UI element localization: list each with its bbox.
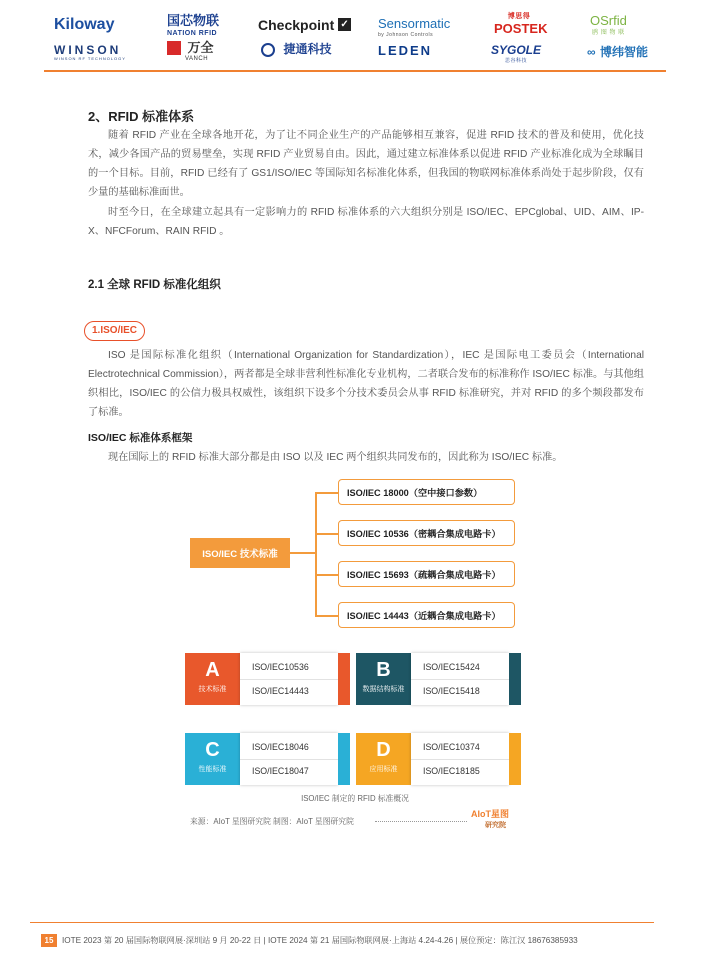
logo-winson	[54, 44, 126, 61]
header-rule	[44, 70, 666, 72]
tree-root-box: ISO/IEC 技术标准	[190, 538, 290, 568]
logo-jietong-mark	[261, 43, 275, 57]
logo-sensormatic-text: Sensormatic	[378, 16, 451, 31]
card-a-letter: A	[205, 659, 220, 681]
logo-vanch	[167, 40, 214, 62]
logo-vanch-en: VANCH	[185, 56, 209, 62]
logo-winson-text: WINSON	[54, 43, 122, 57]
card-d-title: 应用标准	[369, 766, 398, 773]
tree-branch	[315, 533, 338, 535]
logo-sensormatic	[378, 16, 450, 38]
logo-nationrfid	[167, 13, 219, 37]
logo-osrfid	[590, 13, 627, 36]
card-b-codes	[411, 653, 509, 705]
logo-bowei	[587, 44, 648, 60]
logo-leden: LEDEN	[378, 43, 433, 58]
card-a-codes	[240, 653, 338, 705]
tree-node-15693: ISO/IEC 15693（疏耦合集成电路卡）	[338, 561, 515, 587]
paragraph-iso-iec: ISO 是国际标准化组织（International Organization for Standardization），IEC 是国际电工委员会（International Electrotechnical Commission），两者都是全球非营利性标准化专业机构，二者联合发布的标准称作 ISO/IEC 标准。与其他组织相比，ISO/IEC 的公信力极具权威性，该组织下设多个分技术委员会从事 RFID 标准研究，并对 RFID 的多个频段都发布了标准。	[88, 350, 644, 418]
figure-source: 来源：AIoT 星图研究院 制图：AIoT 星图研究院	[190, 817, 354, 826]
card-c-code-2: ISO/IEC18047	[252, 766, 309, 776]
tree-node-10536: ISO/IEC 10536（密耦合集成电路卡）	[338, 520, 515, 546]
aiot-logo-sub: 研究院	[485, 822, 506, 829]
logo-checkpoint	[258, 18, 351, 32]
card-a-code-2: ISO/IEC14443	[252, 686, 309, 696]
card-b-end	[509, 653, 521, 705]
card-a-letter-block	[185, 653, 240, 705]
aiot-logo-text: AIoT星图	[471, 809, 509, 819]
card-a-end	[338, 653, 350, 705]
footer-text: IOTE 2023 第 20 届国际物联网展·深圳站 9 月 20-22 日 | IOTE 2024 第 21 届国际物联网展·上海站 4.24-4.26 | 展位预定：陈江汉 18676385933	[62, 936, 578, 945]
card-d-divider	[411, 759, 509, 760]
card-c-letter: C	[205, 739, 220, 761]
footer-rule	[30, 922, 654, 923]
paragraph-framework: 现在国际上的 RFID 标准大部分都是由 ISO 以及 IEC 两个组织共同发布的，因此称为 ISO/IEC 标准。	[108, 452, 563, 463]
card-c-codes	[240, 733, 338, 785]
logo-jietong-cn: 捷通科技	[283, 42, 332, 56]
logo-vanch-mark	[167, 41, 181, 55]
logo-postek-cn: 博思得	[507, 13, 531, 20]
tree-connector-horizontal	[290, 552, 316, 554]
tree-connector-vertical	[315, 492, 317, 615]
logo-sygole-text: SYGOLE	[491, 43, 542, 57]
paragraph-organizations: 时至今日，在全球建立起具有一定影响力的 RFID 标准体系的六大组织分别是 ISO/IEC、EPCglobal、UID、AIM、IP-X、NFCForum、RAIN RFID 。	[88, 207, 644, 237]
card-d-codes	[411, 733, 509, 785]
figure-caption: ISO/IEC 制定的 RFID 标准概况	[301, 794, 409, 803]
card-b-code-1: ISO/IEC15424	[423, 662, 480, 672]
checkmark-icon: ✓	[338, 18, 351, 31]
logo-postek-text: POSTEK	[494, 21, 548, 36]
card-c-letter-block	[185, 733, 240, 785]
card-d-code-1: ISO/IEC10374	[423, 742, 480, 752]
logo-sygole	[491, 42, 541, 64]
logo-winson-sub: WINSON RF TECHNOLOGY	[54, 56, 126, 61]
logo-osrfid-cn: 鸥 图 物 联	[592, 30, 625, 36]
logo-checkpoint-text: Checkpoint	[258, 17, 335, 33]
logo-sensormatic-sub: by Johnson Controls	[378, 32, 434, 38]
card-a-divider	[240, 679, 338, 680]
card-b-letter: B	[376, 659, 391, 681]
logo-nationrfid-cn: 国芯物联	[167, 13, 220, 28]
card-b-code-2: ISO/IEC15418	[423, 686, 480, 696]
card-c-title: 性能标准	[198, 766, 227, 773]
card-b-letter-block	[356, 653, 411, 705]
aiot-logo	[471, 809, 509, 831]
card-a-title: 技术标准	[198, 686, 227, 693]
card-c-divider	[240, 759, 338, 760]
paragraph-intro: 随着 RFID 产业在全球各地开花，为了让不同企业生产的产品能够相互兼容，促进 RFID 技术的普及和使用，优化技术，减少各国产品的贸易壁垒，实现 RFID 产业贸易自由。因此，通过建立标准体系以促进 RFID 产业标准化成为全球瞩目的一个目标。目前，RFID 已经有了 GS1/ISO/IEC 等国际知名标准化体系，但我国的物联网标准体系尚处于起步阶段，仅有少量的基础标准面世。	[88, 130, 644, 198]
card-d-letter-block	[356, 733, 411, 785]
card-b-title: 数据结构标准	[362, 686, 405, 693]
logo-bowei-cn: 博纬智能	[600, 45, 649, 59]
page-number: 15	[41, 934, 57, 947]
logo-sygole-cn: 思谷科技	[505, 58, 528, 64]
framework-title: ISO/IEC 标准体系框架	[88, 432, 193, 444]
tree-branch	[315, 615, 338, 617]
card-a-code-1: ISO/IEC10536	[252, 662, 309, 672]
section-title: 2、RFID 标准体系	[88, 109, 195, 124]
tree-branch	[315, 492, 338, 494]
logo-nationrfid-en: NATION RFID	[167, 30, 218, 37]
card-d-end	[509, 733, 521, 785]
logo-bowei-mark: ∞	[587, 45, 596, 59]
logo-jietong	[261, 43, 331, 59]
logo-vanch-cn: 万全	[187, 40, 214, 55]
card-c-code-1: ISO/IEC18046	[252, 742, 309, 752]
logo-osrfid-text: OSrfid	[590, 13, 627, 28]
logo-kiloway: Kiloway	[54, 16, 115, 33]
tree-branch	[315, 574, 338, 576]
card-d-code-2: ISO/IEC18185	[423, 766, 480, 776]
card-c-end	[338, 733, 350, 785]
card-d-letter: D	[376, 739, 391, 761]
card-b-divider	[411, 679, 509, 680]
source-dotted-line	[375, 821, 467, 822]
tree-node-14443: ISO/IEC 14443（近耦合集成电路卡）	[338, 602, 515, 628]
subsection-title: 2.1 全球 RFID 标准化组织	[88, 279, 221, 291]
tree-node-18000: ISO/IEC 18000（空中接口参数）	[338, 479, 515, 505]
tag-iso-iec: 1.ISO/IEC	[84, 321, 145, 341]
logo-postek	[494, 13, 548, 37]
